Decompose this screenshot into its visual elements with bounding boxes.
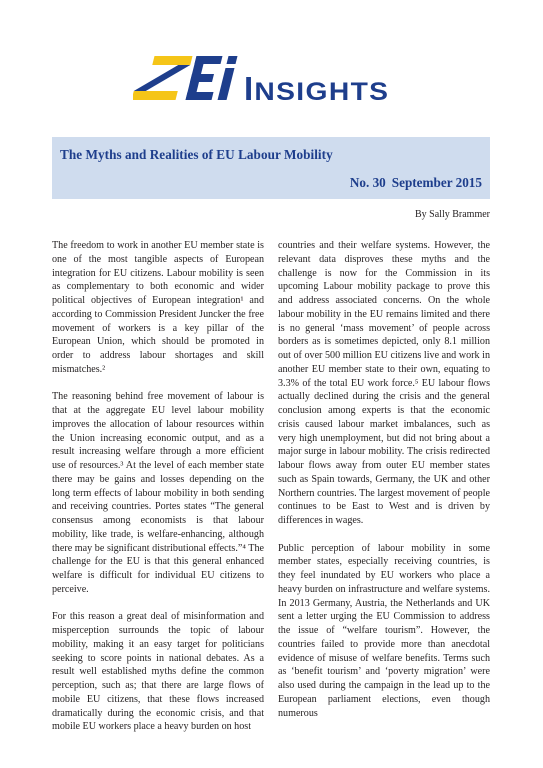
logo-e-bottom — [186, 92, 214, 100]
logo-e-mid — [190, 74, 214, 82]
document-title: The Myths and Realities of EU Labour Mobility — [60, 147, 333, 162]
issue-number: No. 30 — [349, 175, 386, 190]
author-byline: By Sally Brammer — [415, 209, 490, 220]
logo-yellow-bar-bottom — [133, 91, 178, 100]
zei-insights-logo — [133, 54, 413, 104]
logo-i-stem — [218, 68, 235, 100]
paragraph: Public perception of labour mobility in some member states, especially receiving countries, is they feel inundated by EU workers who place a heavy burden on infrastructure and welfare systems. In 2013 Germany, Austria, the Netherlands and UK sent a letter urging the EU Commission to address the issue of “welfare tourism”. However, the countries failed to provide more than anecdotal evidence of misuse of welfare benefits. Terms such as ‘benefit tourism’ and ‘poverty migration’ were also used during the campaign in the lead up to the European parliament elections, even though numerous — [278, 542, 490, 719]
article-body — [52, 239, 490, 759]
logo-yellow-bar-top — [152, 56, 192, 65]
logo-wordmark: INSIGHTS — [244, 70, 390, 104]
logo-z-diagonal — [134, 65, 190, 91]
paragraph: For this reason a great deal of misinformation and misperception surrounds the topic of labour mobility, making it an easy target for politicians seeking to score points in national debates. As a result well established myths define the common perception, such as; that there are large flows of mobile EU citizens, that these flows increased dramatically during the economic crisis, and that mobile EU workers place a heavy burden on host — [52, 611, 264, 733]
paragraph: The freedom to work in another EU member state is one of the most tangible aspects of European integration for EU citizens. Labour mobility is seen as complementary to both economic and wider political objectives of European integration¹ and according to Commission President Juncker the free movement of workers is a key pillar of the European Union, which should be promoted in order to address labour shortages and skill mismatches.² — [52, 240, 264, 375]
logo-graphic — [133, 54, 413, 104]
issue-info — [350, 175, 482, 191]
column-right — [278, 239, 490, 759]
logo-e-top — [195, 56, 223, 64]
column-left — [52, 239, 264, 759]
paragraph: The reasoning behind free movement of labour is that at the aggregate EU level labour mobility improves the allocation of labour resources within the Union increasing economic output, and as a result increasing welfare through a more efficient use of resources.³ At the level of each member state there may be gains and losses depending on the long term effects of labour mobility in both sending and receiving countries. Portes states “The general consensus among economists is that labour mobility, like trade, is welfare-enhancing, although there may be significant distributional effects.”⁴ The challenge for the EU is that this general enhanced welfare is difficult for individual EU citizens to perceive. — [52, 391, 264, 595]
issue-date: September 2015 — [391, 175, 482, 190]
paragraph: countries and their welfare systems. However, the relevant data disproves these myths and the challenge is now for the Commission in its upcoming Labour mobility package to prove this and address associated concerns. On the whole labour mobility in the EU remains limited and there is no general ‘mass movement’ of people across borders as is sometimes depicted, only 8.1 million out of over 500 million EU citizens live and work in another EU member state to their own, equating to 3.3% of the total EU work force.⁵ EU labour flows actually declined during the crisis and the general conclusion among experts is that the economic crisis caused labour market imbalances, such as very high unemployment, but did not bring about a major surge in labour mobility. The crisis redirected labour flows away from outer EU member states such as Spain towards, Germany, the UK and other Northern countries. The largest movement of people continues to be East to West and is driven by differences in wages. — [278, 240, 490, 526]
title-band — [52, 137, 490, 199]
logo-i-dot — [227, 56, 238, 64]
